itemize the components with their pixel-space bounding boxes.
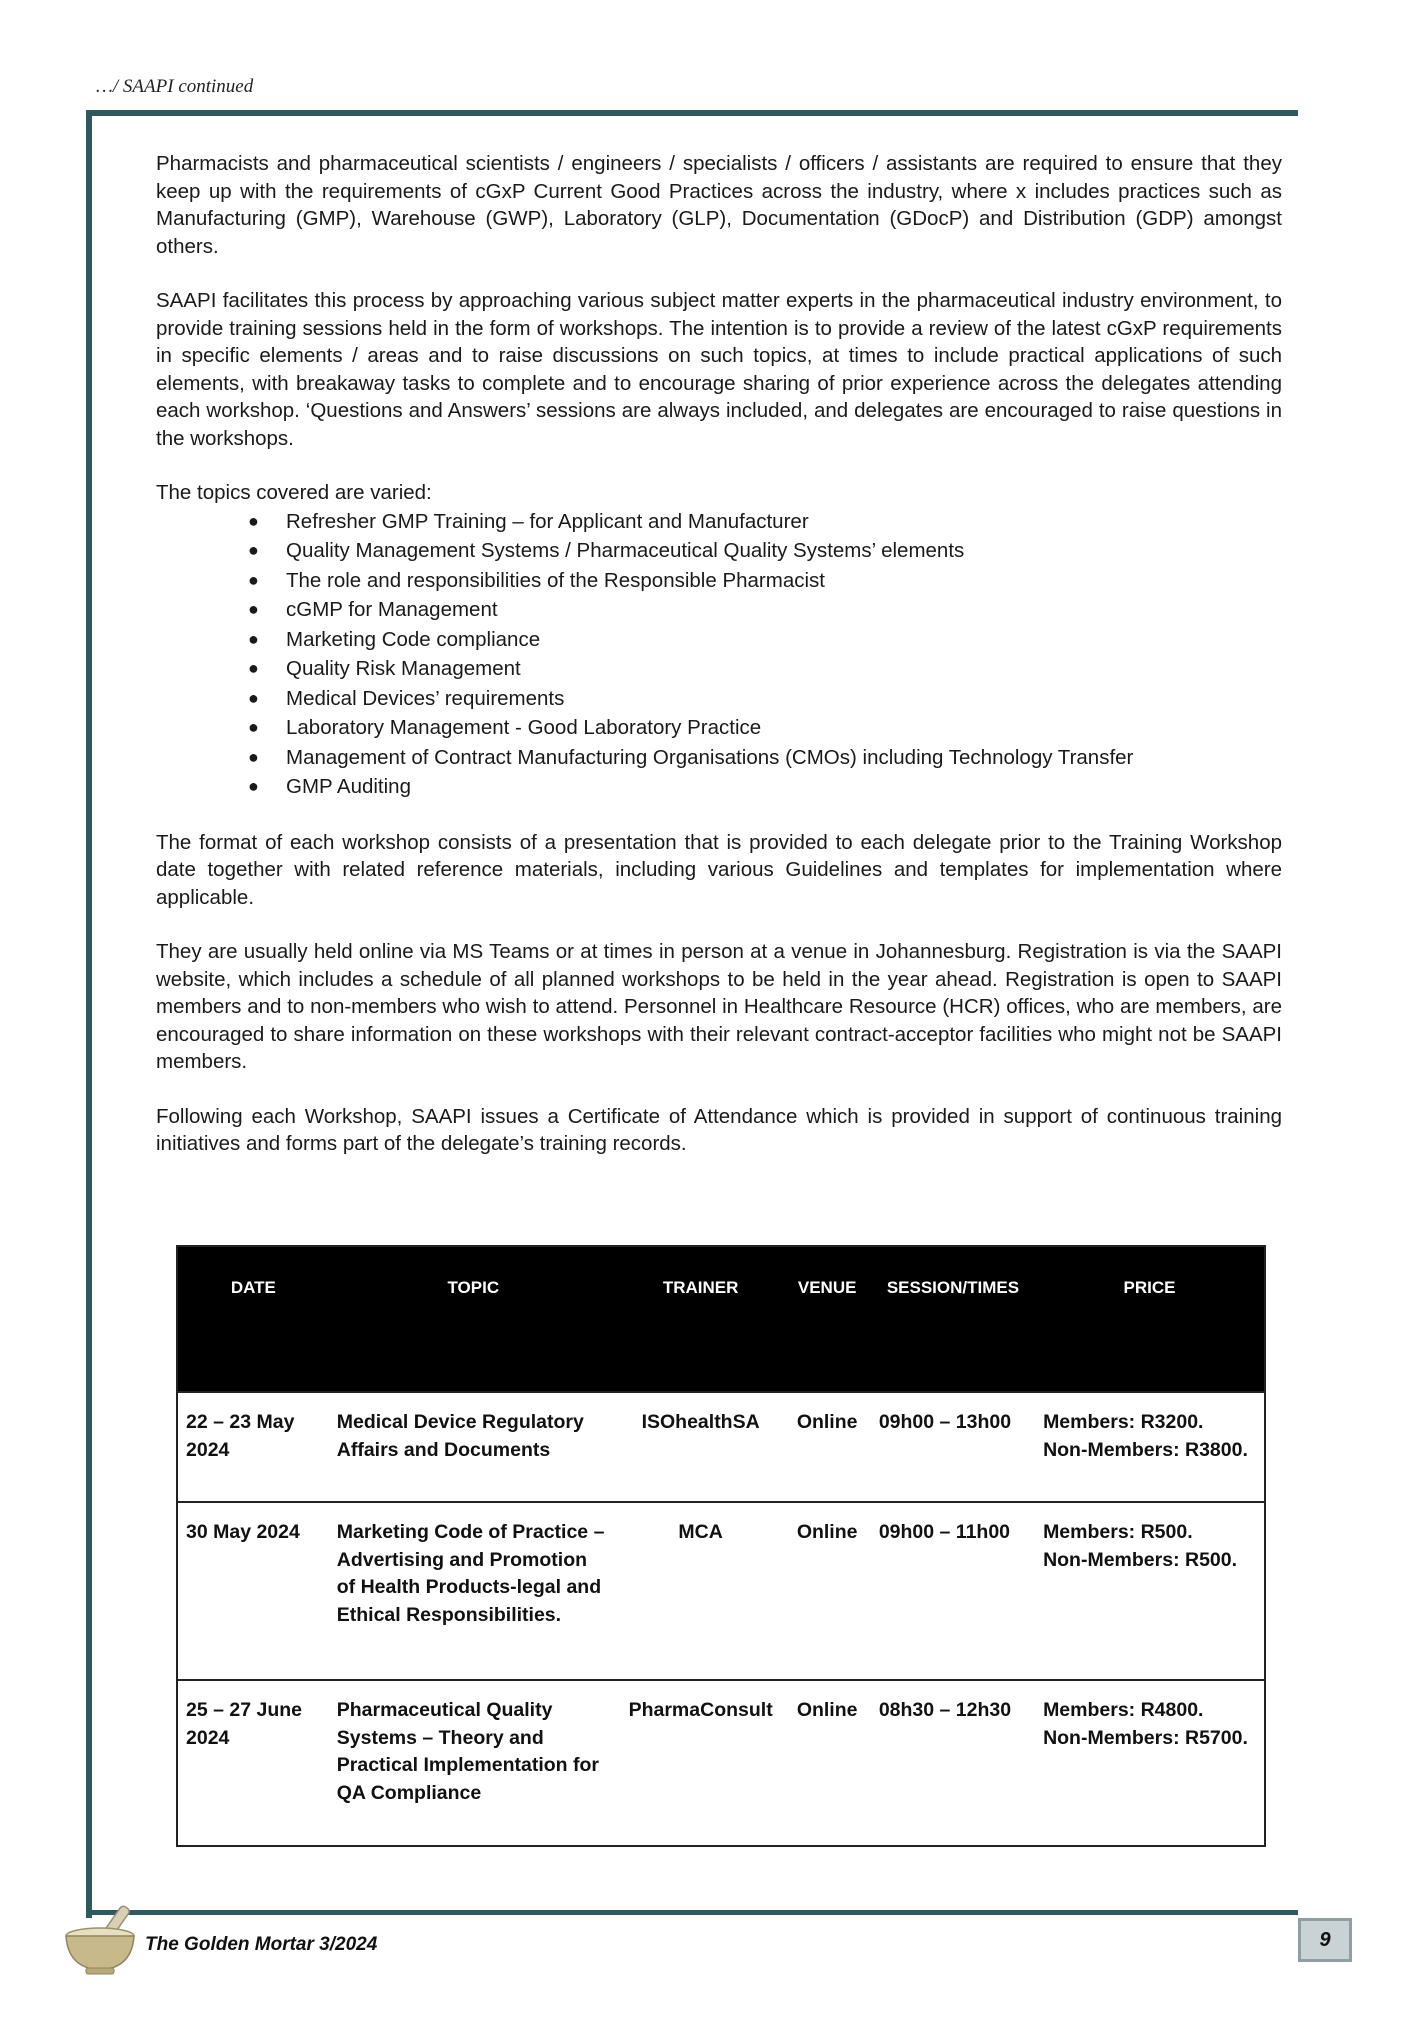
paragraph-certificate: Following each Workshop, SAAPI issues a Certificate of Attendance which is provided in support of continuous training initiatives and forms part of the delegate’s training records. [156,1104,1282,1155]
mortar-pestle-icon [58,1898,150,1978]
continued-header: …/ SAAPI continued [96,76,254,97]
header-venue: VENUE [783,1246,870,1392]
paragraph-registration: They are usually held online via MS Teams or at times in person at a venue in Johannesburg. Registration is via the SAAPI website, which includes a schedule of all planned workshops to be held in the year ahead. Registration is open to SAAPI members and to non-members who wish to attend. Personnel in Healthcare Resource (HCR) offices, who are members, are encouraged to share information on these workshops with their relevant contract-acceptor facilities who might not be SAAPI members. [156,940,1282,1073]
price-nonmembers: Non-Members: R3800. [1043,1438,1248,1461]
cell-venue: Online [783,1392,870,1502]
bullet-icon: ● [248,569,259,590]
frame-left-border [86,110,92,1918]
page-number-badge: 9 [1298,1918,1352,1962]
header-trainer: TRAINER [618,1246,784,1392]
header-date: DATE [177,1246,329,1392]
cell-date: 22 – 23 May 2024 [177,1392,329,1502]
bullet-icon: ● [248,717,259,737]
paragraph-facilitation: SAAPI facilitates this process by approaching various subject matter experts in the pharmaceutical industry environment, to provide training sessions held in the form of workshops. The intention is to provide a review of the latest cGxP requirements in specific elements / areas and to raise discussions on such topics, at times to include practical applications of such elements, with breakaway tasks to complete and to encourage sharing of prior experience across the delegates attending each workshop. ‘Questions and Answers’ sessions are always included, and delegates are encouraged to raise questions in the workshops. [156,289,1282,450]
article-body [156,150,1282,1185]
list-item: ● GMP Auditing [156,772,1282,802]
list-item: ● Refresher GMP Training – for Applicant and Manufacturer [156,507,1282,537]
header-session: SESSION/TIMES [871,1246,1035,1392]
price-members: Members: R500. [1043,1521,1193,1543]
cell-price [1035,1502,1265,1680]
list-item: ● Quality Management Systems / Pharmaceutical Quality Systems’ elements [156,536,1282,566]
cell-trainer: PharmaConsult [618,1680,784,1846]
cell-venue: Online [783,1680,870,1846]
list-item: ● Quality Risk Management [156,654,1282,684]
price-members: Members: R4800. [1043,1699,1204,1721]
cell-trainer: ISOhealthSA [618,1392,784,1502]
topics-intro: The topics covered are varied: [156,481,432,504]
bullet-icon: ● [248,746,259,767]
header-price: PRICE [1035,1246,1265,1392]
paragraph-cgxp: Pharmacists and pharmaceutical scientists / engineers / specialists / officers / assistants are required to ensure that they keep up with the requirements of cGxP Current Good Practices across the industry, where x includes practices such as Manufacturing (GMP), Warehouse (GWP), Laboratory (GLP), Documentation (GDocP) and Distribution (GDP) amongst others. [156,152,1282,258]
frame-top-border [86,110,1298,116]
publication-title: The Golden Mortar 3/2024 [145,1934,378,1955]
cell-topic: Marketing Code of Practice – Advertising and Promotion of Health Products-legal and Ethical Responsibilities. [329,1502,618,1680]
cell-price [1035,1392,1265,1502]
header-topic: TOPIC [329,1246,618,1392]
bullet-icon: ● [248,599,259,619]
topics-list [156,507,1282,802]
cell-trainer: MCA [618,1502,784,1680]
bullet-icon: ● [248,658,259,678]
paragraph-format: The format of each workshop consists of a presentation that is provided to each delegate prior to the Training Workshop date together with related reference materials, including various Guidelines and templates for implementation where applicable. [156,830,1282,909]
list-item: ● Medical Devices’ requirements [156,684,1282,714]
cell-session: 09h00 – 13h00 [871,1392,1035,1502]
bullet-icon: ● [248,628,259,649]
cell-date: 30 May 2024 [177,1502,329,1680]
cell-price [1035,1680,1265,1846]
list-item: ● Marketing Code compliance [156,625,1282,655]
table-row [177,1680,1265,1846]
table-row [177,1392,1265,1502]
table-row [177,1502,1265,1680]
bullet-icon: ● [248,540,259,560]
workshop-schedule-table [176,1245,1266,1847]
cell-session: 09h00 – 11h00 [871,1502,1035,1680]
price-nonmembers: Non-Members: R5700. [1043,1726,1248,1749]
bullet-icon: ● [248,776,259,796]
table-header-row [177,1246,1265,1392]
bullet-icon: ● [248,510,259,531]
list-item: ● Management of Contract Manufacturing Organisations (CMOs) including Technology Transfer [156,743,1282,773]
frame-bottom-border [86,1910,1298,1915]
cell-session: 08h30 – 12h30 [871,1680,1035,1846]
cell-venue: Online [783,1502,870,1680]
cell-topic: Pharmaceutical Quality Systems – Theory and Practical Implementation for QA Compliance [329,1680,618,1846]
list-item: ● The role and responsibilities of the Responsible Pharmacist [156,566,1282,596]
list-item: ● Laboratory Management - Good Laboratory Practice [156,713,1282,743]
bullet-icon: ● [248,687,259,708]
cell-date: 25 – 27 June 2024 [177,1680,329,1846]
list-item: ● cGMP for Management [156,595,1282,625]
price-nonmembers: Non-Members: R500. [1043,1548,1238,1571]
cell-topic: Medical Device Regulatory Affairs and Documents [329,1392,618,1502]
price-members: Members: R3200. [1043,1411,1204,1433]
